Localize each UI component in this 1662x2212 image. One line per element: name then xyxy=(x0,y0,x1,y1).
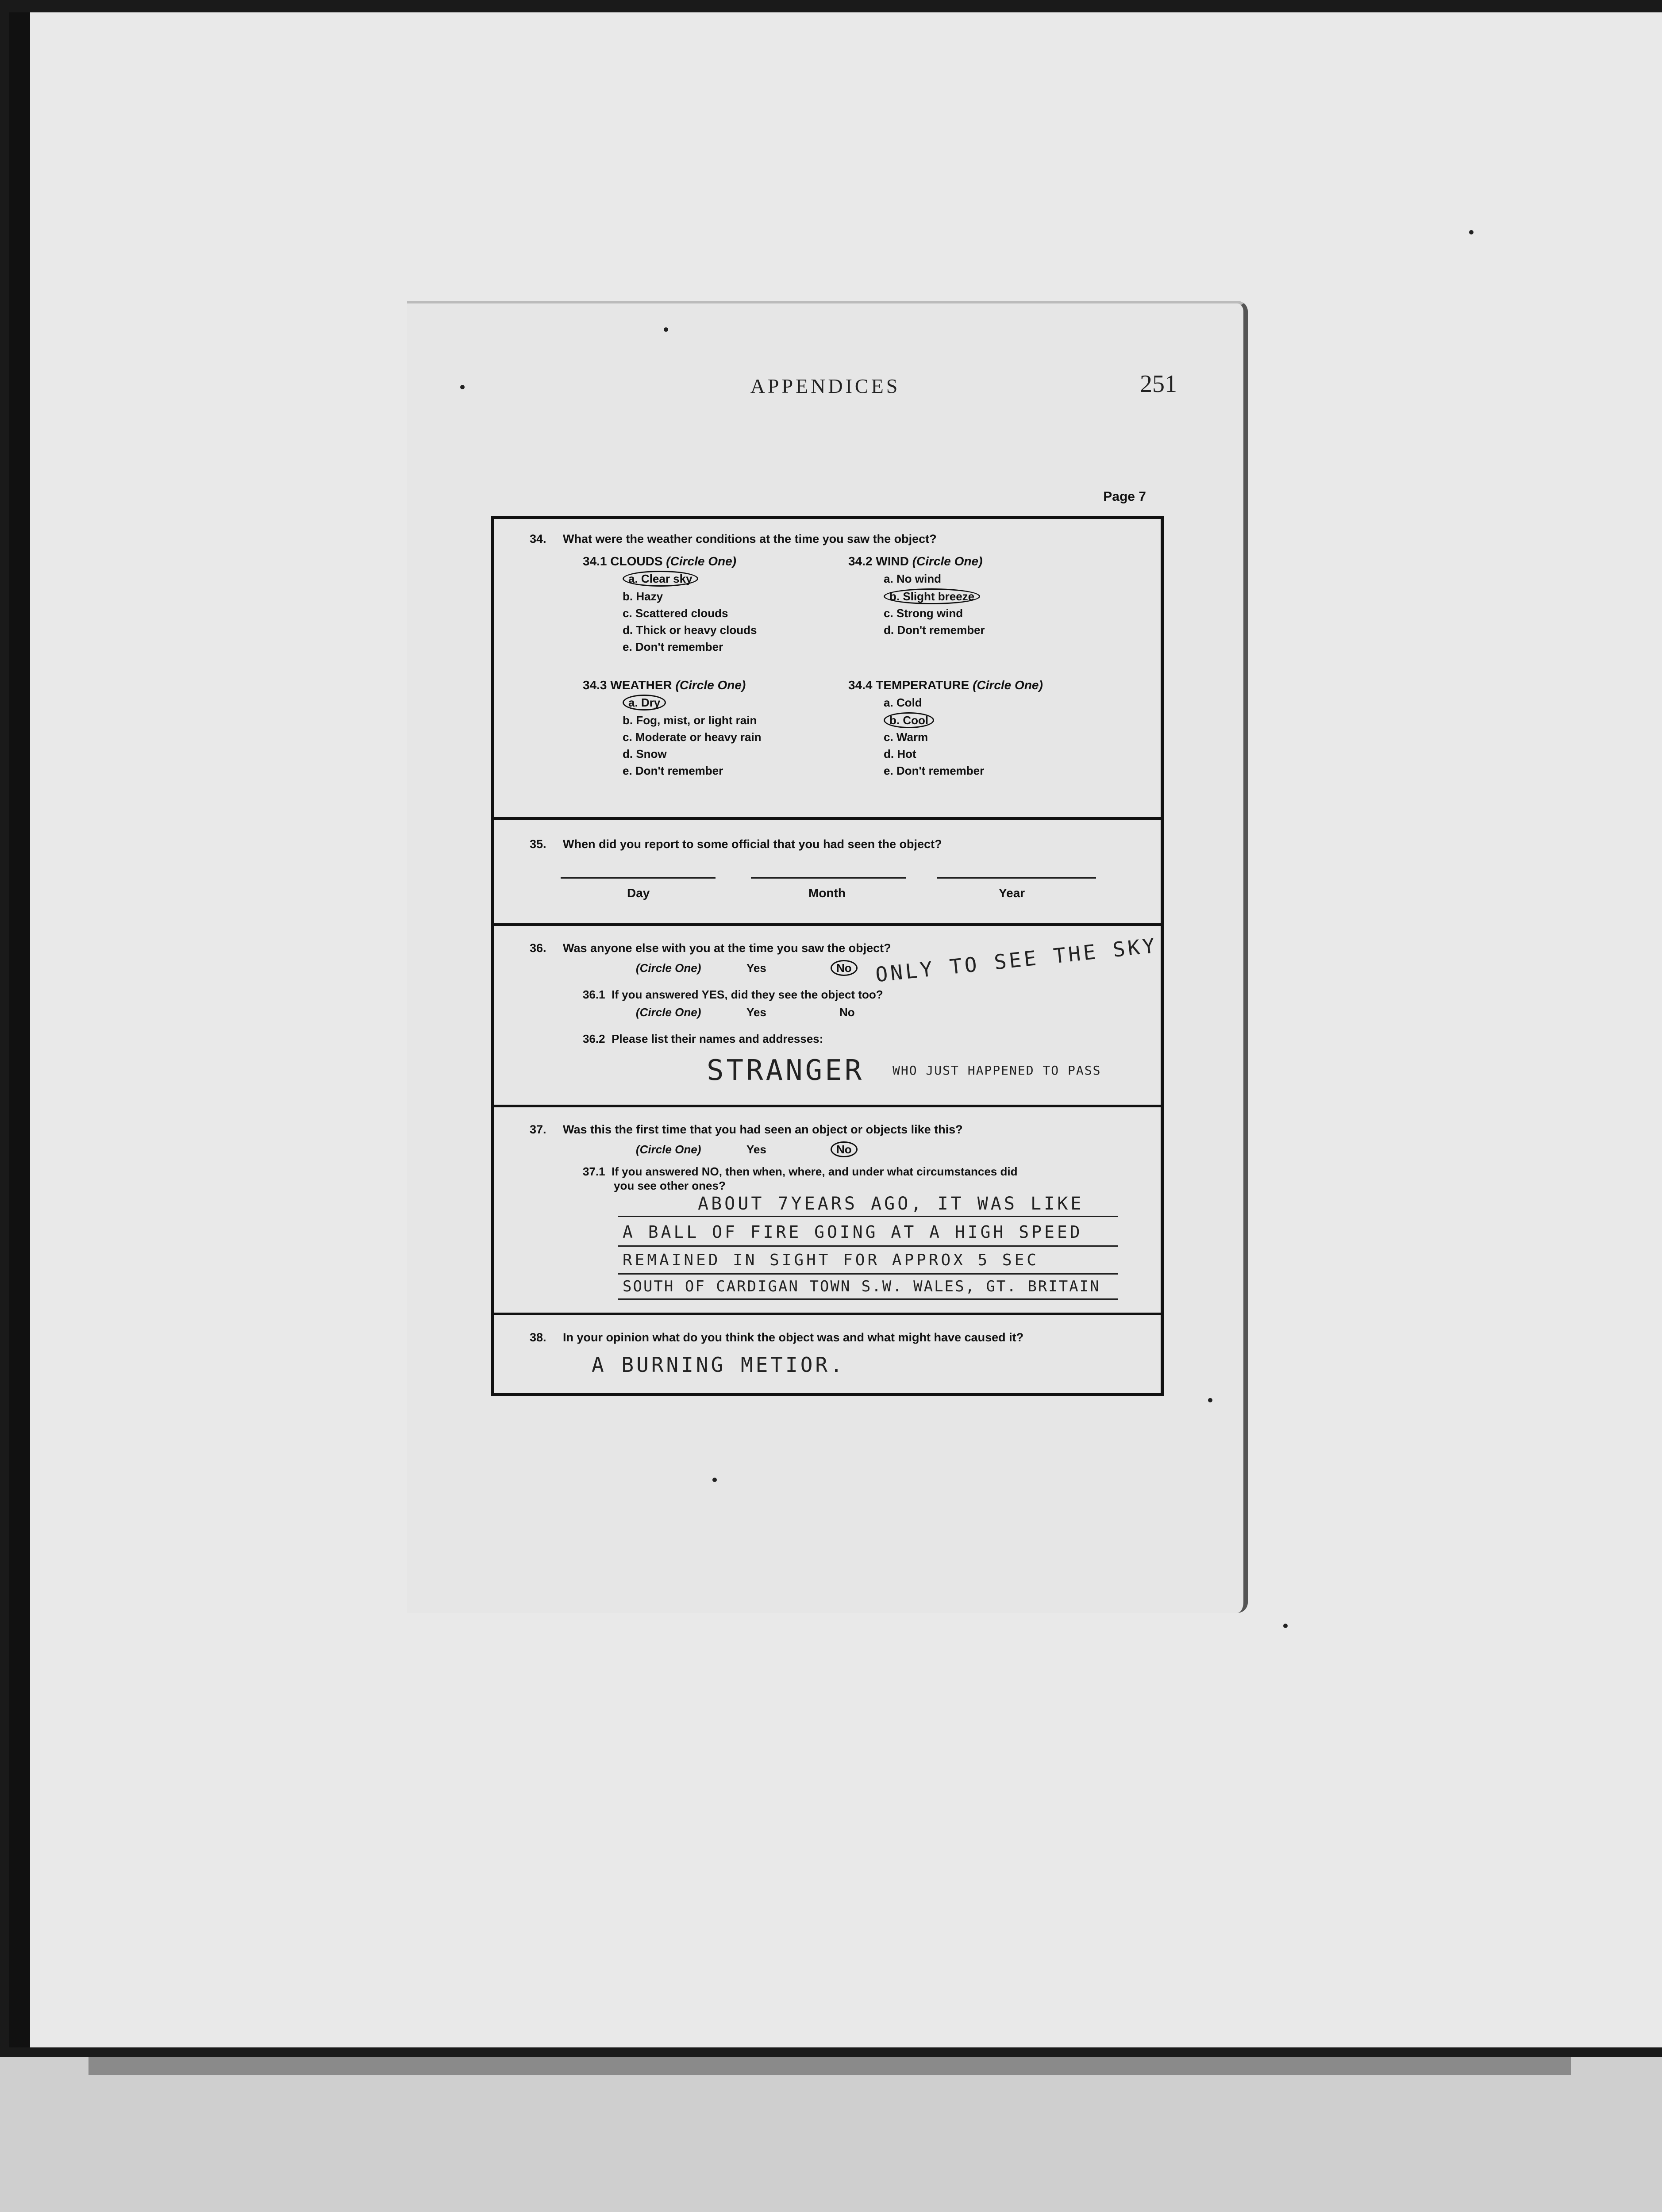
q37-yes: Yes xyxy=(746,1143,766,1156)
q38-handwritten: A BURNING METIOR. xyxy=(592,1353,845,1377)
year-line xyxy=(937,877,1096,879)
questionnaire-form xyxy=(491,516,1164,1396)
hint-text: (Circle One) xyxy=(636,961,701,975)
q36-1-hint xyxy=(636,1006,701,1019)
sub-text: If you answered YES, did they see the object too? xyxy=(612,988,883,1001)
clouds-label xyxy=(583,554,736,568)
running-head: APPENDICES xyxy=(750,375,900,397)
question-37 xyxy=(530,1123,963,1137)
month-line xyxy=(751,877,906,879)
wind-label xyxy=(848,554,982,568)
q36-2-handwritten-name: STRANGER xyxy=(707,1054,865,1087)
q37-hint xyxy=(636,1143,701,1156)
weather-option: b. Fog, mist, or light rain xyxy=(623,714,757,727)
month-label: Month xyxy=(808,886,846,900)
dust-speck xyxy=(1208,1398,1212,1402)
wind-option: a. No wind xyxy=(884,572,941,585)
answer-line xyxy=(618,1216,1118,1217)
clouds-hint: (Circle One) xyxy=(666,554,736,568)
day-label: Day xyxy=(627,886,650,900)
q36-2 xyxy=(583,1032,823,1046)
question-number: 35. xyxy=(530,837,546,851)
wind-label-text: 34.2 WIND xyxy=(848,554,909,568)
dust-speck xyxy=(1283,1624,1288,1628)
weather-label xyxy=(583,678,746,692)
dust-speck xyxy=(664,327,668,332)
q37-handwritten-line: REMAINED IN SIGHT FOR APPROX 5 SEC xyxy=(623,1251,1039,1269)
temperature-option: a. Cold xyxy=(884,696,922,709)
day-line xyxy=(561,877,716,879)
hint-text: (Circle One) xyxy=(636,1006,701,1019)
clouds-option xyxy=(623,572,698,586)
question-text: When did you report to some official that you had seen the object? xyxy=(563,837,942,851)
q37-1-line2: you see other ones? xyxy=(614,1179,726,1192)
q37-handwritten-line: A BALL OF FIRE GOING AT A HIGH SPEED xyxy=(623,1222,1083,1242)
q37-no xyxy=(831,1143,858,1156)
wind-option xyxy=(884,590,980,603)
hint-text: (Circle One) xyxy=(636,1143,701,1156)
q36-no xyxy=(831,961,858,975)
dust-speck xyxy=(712,1478,717,1482)
question-text: What were the weather conditions at the time you saw the object? xyxy=(563,532,937,545)
temperature-label-text: 34.4 TEMPERATURE xyxy=(848,678,970,692)
weather-option: d. Snow xyxy=(623,747,667,760)
wind-hint: (Circle One) xyxy=(912,554,983,568)
clouds-option: e. Don't remember xyxy=(623,640,723,653)
weather-hint: (Circle One) xyxy=(675,678,746,692)
question-number: 34. xyxy=(530,532,546,545)
sub-label: 36.2 xyxy=(583,1032,605,1045)
weather-label-text: 34.3 WEATHER xyxy=(583,678,672,692)
question-36-section xyxy=(494,926,1161,1107)
q36-1-no: No xyxy=(839,1006,855,1019)
question-text: Was this the first time that you had seen an object or objects like this? xyxy=(563,1123,963,1136)
clouds-option-text: a. Clear sky xyxy=(623,571,698,587)
q36-yes: Yes xyxy=(746,961,766,975)
question-text: In your opinion what do you think the object was and what might have caused it? xyxy=(563,1331,1024,1344)
answer-line xyxy=(618,1245,1118,1247)
weather-option xyxy=(623,696,666,710)
q36-handwritten: ONLY TO SEE THE SKY xyxy=(874,933,1159,987)
clouds-label-text: 34.1 CLOUDS xyxy=(583,554,663,568)
question-number: 38. xyxy=(530,1331,546,1344)
year-label: Year xyxy=(999,886,1025,900)
question-text: Was anyone else with you at the time you saw the object? xyxy=(563,941,891,955)
weather-option: e. Don't remember xyxy=(623,764,723,777)
dust-speck xyxy=(460,385,465,389)
question-number: 37. xyxy=(530,1123,546,1136)
question-number: 36. xyxy=(530,941,546,955)
temperature-option: c. Warm xyxy=(884,730,928,744)
temperature-label xyxy=(848,678,1043,692)
question-34 xyxy=(530,532,937,546)
q37-1-line1 xyxy=(583,1165,1017,1179)
sub-text: Please list their names and addresses: xyxy=(612,1032,823,1045)
q36-2-handwritten-note: WHO JUST HAPPENED TO PASS xyxy=(893,1063,1101,1078)
sub-label: 36.1 xyxy=(583,988,605,1001)
question-35-section xyxy=(494,820,1161,926)
weather-option-text: a. Dry xyxy=(623,695,666,710)
wind-option: c. Strong wind xyxy=(884,607,963,620)
form-page-label: Page 7 xyxy=(1103,489,1146,504)
q37-handwritten-line: SOUTH OF CARDIGAN TOWN S.W. WALES, GT. BRITAIN xyxy=(623,1278,1100,1295)
temperature-hint: (Circle One) xyxy=(973,678,1043,692)
wind-option: d. Don't remember xyxy=(884,623,985,637)
question-36 xyxy=(530,941,891,955)
q37-handwritten-line: ABOUT 7YEARS AGO, IT WAS LIKE xyxy=(698,1194,1084,1214)
sub-text: If you answered NO, then when, where, and under what circumstances did xyxy=(612,1165,1018,1178)
answer-line xyxy=(618,1298,1118,1300)
page-number: 251 xyxy=(1140,370,1177,398)
q36-1-yes: Yes xyxy=(746,1006,766,1019)
clouds-option: b. Hazy xyxy=(623,590,663,603)
temperature-option xyxy=(884,714,934,727)
sub-label: 37.1 xyxy=(583,1165,605,1178)
q36-hint xyxy=(636,961,701,975)
temperature-option-text: b. Cool xyxy=(884,712,934,728)
question-34-section xyxy=(494,519,1161,820)
book-page xyxy=(407,301,1248,1613)
q37-no-text: No xyxy=(831,1141,858,1157)
temperature-option: d. Hot xyxy=(884,747,916,760)
question-38-section xyxy=(494,1315,1161,1395)
clouds-option: c. Scattered clouds xyxy=(623,607,728,620)
q36-1 xyxy=(583,988,883,1002)
answer-line xyxy=(618,1273,1118,1275)
question-35 xyxy=(530,837,942,851)
question-38 xyxy=(530,1331,1023,1344)
q36-no-text: No xyxy=(831,960,858,976)
clouds-option: d. Thick or heavy clouds xyxy=(623,623,757,637)
temperature-option: e. Don't remember xyxy=(884,764,985,777)
dust-speck xyxy=(1469,230,1473,234)
wind-option-text: b. Slight breeze xyxy=(884,588,980,604)
film-lower-strip xyxy=(0,2057,1662,2212)
question-37-section xyxy=(494,1107,1161,1315)
weather-option: c. Moderate or heavy rain xyxy=(623,730,762,744)
